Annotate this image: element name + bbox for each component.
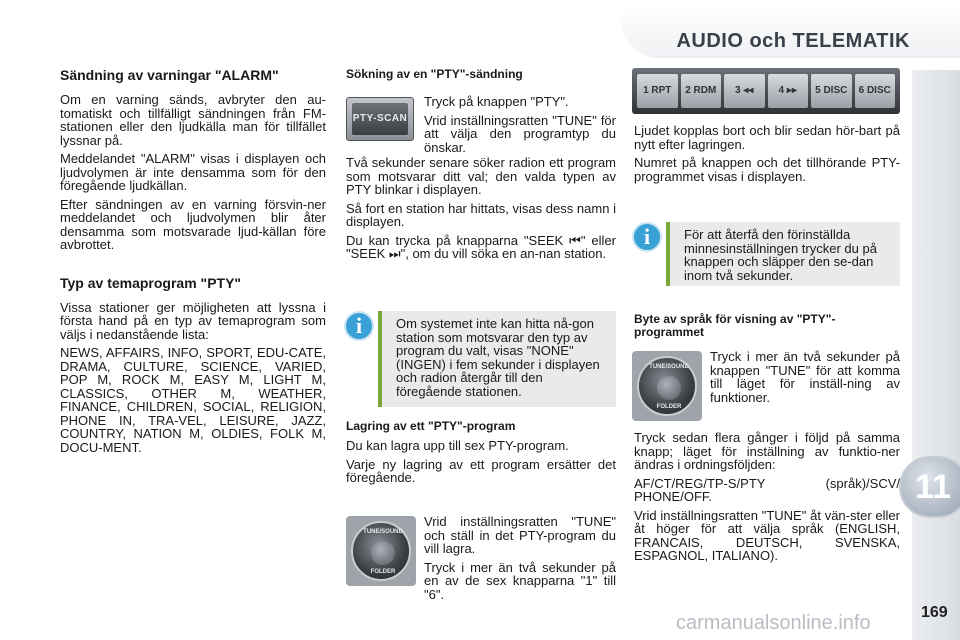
column-2-top	[346, 68, 616, 81]
knob-top-label: TUNE/SOUND	[363, 529, 403, 535]
store-paragraph-2: Varje ny lagring av ett program ersätter det föregående.	[346, 456, 616, 485]
lang-paragraph-3: AF/CT/REG/TP-S/PTY (språk)/SCV/ PHONE/OFF.	[634, 475, 900, 504]
preset-button-1: 1 RPT	[637, 74, 678, 108]
tune-knob-ring	[351, 521, 411, 581]
search-steps	[424, 95, 616, 159]
pty-paragraph-1: Vissa stationer ger möjligheten att lyssna i första hand på en typ av temaprogram som väljs i nedanstående lista:	[60, 299, 326, 342]
tune-knob-image	[632, 351, 702, 421]
preset-button-2: 2 RDM	[681, 74, 722, 108]
pty-heading: Typ av temaprogram "PTY"	[60, 274, 242, 291]
info-box-none	[378, 311, 616, 407]
info-box-reset	[666, 222, 900, 286]
pty-scan-button-image	[346, 97, 414, 141]
pty-scan-label: PTY-SCAN	[352, 103, 408, 135]
alarm-paragraph-1: Om en varning sänds, avbryter den au-tomatiskt och tillfälligt sändningen från FM-stationen eller den ljudkälla man för tillfället lyssnar på.	[60, 92, 326, 148]
search-paragraph-5: Du kan trycka på knapparna "SEEK ⏮" eller "SEEK ⏭", om du vill söka en an-nan station.	[346, 232, 616, 261]
preset-button-4: 4 ▸▸	[768, 74, 809, 108]
tune-knob-image	[346, 516, 416, 586]
preset-buttons-image	[632, 68, 900, 114]
knob-center	[371, 541, 395, 565]
search-paragraph-3: Två sekunder senare söker radion ett program som motsvarar ditt val; den valda typen av PTY blinkar i displayen.	[346, 155, 616, 197]
store-paragraph-4: Tryck i mer än två sekunder på en av de sex knapparna "1" till "6".	[424, 559, 616, 602]
store-heading: Lagring av ett "PTY"-program	[346, 419, 516, 433]
alarm-heading: Sändning av varningar "ALARM"	[60, 67, 279, 83]
preset-button-6: 6 DISC	[855, 74, 896, 108]
lang-paragraph-4: Vrid inställningsratten "TUNE" åt vän-ster eller åt höger för att välja språk (ENGLISH, FRANCAIS, DEUTSCH, SVENSKA, ESPAGNOL, ITALIANO).	[634, 507, 900, 563]
column-1	[60, 68, 326, 459]
store-steps	[424, 515, 616, 606]
chapter-number: 11	[915, 468, 951, 506]
lang-heading-block	[634, 313, 900, 339]
lang-paragraph-1: Tryck i mer än två sekunder på knappen "TUNE" för att komma till läget för inställ-ning av funktioner.	[710, 349, 900, 405]
lang-steps	[710, 350, 900, 409]
preset-body	[634, 124, 900, 188]
alarm-paragraph-2: Meddelandet "ALARM" visas i displayen och ljudvolymen är inte densamma som för den föregående ljudkällan.	[60, 151, 326, 193]
preset-button-3: 3 ◂◂	[724, 74, 765, 108]
store-paragraph-3: Vrid inställningsratten "TUNE" och ställ in det PTY-program du vill lagra.	[424, 514, 616, 556]
lang-heading: Byte av språk för visning av "PTY"-programmet	[634, 312, 836, 339]
knob-bottom-label: FOLDER	[370, 569, 396, 575]
knob-top-label: TUNE/SOUND	[649, 364, 689, 370]
chapter-badge	[899, 456, 960, 518]
info-icon: i	[632, 222, 662, 252]
preset-paragraph-1: Ljudet kopplas bort och blir sedan hör-bart på nytt efter lagringen.	[634, 123, 900, 152]
alarm-paragraph-3: Efter sändningen av en varning försvin-ner meddelandet och ljudvolymen blir åter densamma som motsvarade ljud-källan före avbrottet.	[60, 196, 326, 252]
preset-paragraph-2: Numret på knappen och det tillhörande PTY-programmet visas i displayen.	[634, 155, 900, 184]
search-paragraph-2: Vrid inställningsratten "TUNE" för att välja den programtyp du önskar.	[424, 112, 616, 155]
pty-types-list: NEWS, AFFAIRS, INFO, SPORT, EDU-CATE, DRAMA, CULTURE, SCIENCE, VARIED, POP M, ROCK M, EASY M, LIGHT M, CLASSICS, OTHER M, WEATHER, FINANCE, CHILDREN, SOCIAL, RELIGION, PHONE IN, TRA-VEL, LEISURE, JAZZ, COUNTRY, NATION M, OLDIES, FOLK M, DOCU-MENT.	[60, 345, 326, 455]
store-body	[346, 420, 616, 490]
search-paragraph-1: Tryck på knappen "PTY".	[424, 94, 569, 109]
tune-knob-ring	[637, 356, 697, 416]
info-text-none: Om systemet inte kan hitta nå-gon station som motsvarar den typ av program du valt, visas "NONE" (INGEN) i fem sekunder i displayen och radion återgår till den föregående stationen.	[396, 316, 600, 399]
knob-center	[657, 376, 681, 400]
watermark: carmanualsonline.info	[676, 612, 871, 634]
store-paragraph-1: Du kan lagra upp till sex PTY-program.	[346, 438, 569, 453]
preset-button-5: 5 DISC	[811, 74, 852, 108]
lang-body	[634, 431, 900, 568]
info-text-reset: För att återfå den förinställda minnesinställningen trycker du på knappen och släpper den se-dan inom två sekunder.	[684, 227, 877, 283]
knob-bottom-label: FOLDER	[656, 404, 682, 410]
page-header	[620, 8, 960, 58]
page-number: 169	[921, 604, 948, 621]
info-icon: i	[344, 311, 374, 341]
side-rail	[912, 70, 960, 640]
search-heading: Sökning av en "PTY"-sändning	[346, 67, 523, 81]
lang-paragraph-2: Tryck sedan flera gånger i följd på samma knapp; läget för inställning av funktio-ner ändras i ordningsföljden:	[634, 430, 900, 472]
page-title: AUDIO och TELEMATIK	[676, 30, 910, 52]
search-paragraph-4: Så fort en station har hittats, visas dess namn i displayen.	[346, 200, 616, 229]
search-body	[346, 156, 616, 266]
